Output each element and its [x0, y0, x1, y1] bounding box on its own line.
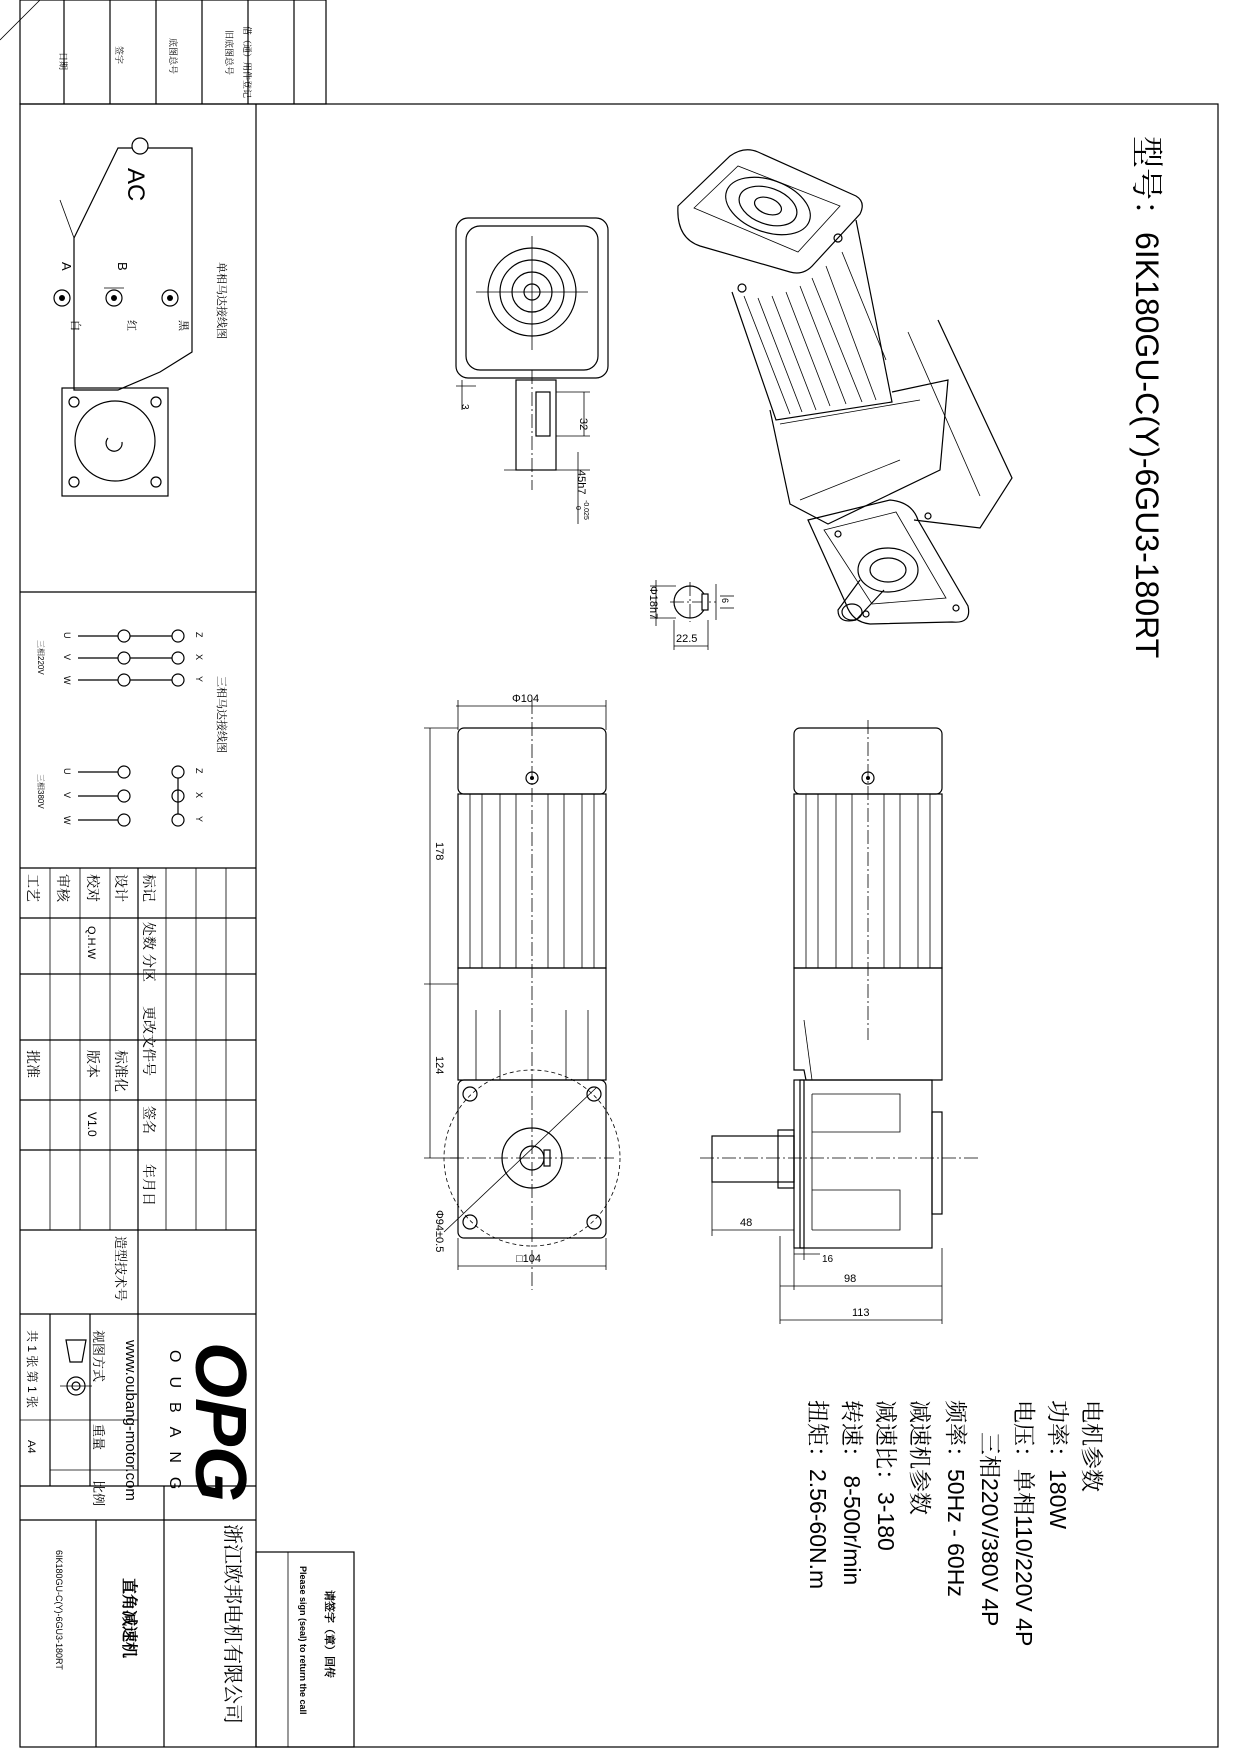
- x2: X: [194, 792, 204, 799]
- dim-113: 113: [852, 1307, 870, 1319]
- model-title: 型号：6IK180GU-C(Y)-6GU3-180RT: [1129, 136, 1165, 659]
- tb-weight: 重量: [91, 1424, 106, 1451]
- z2: Z: [194, 768, 204, 774]
- v2: V: [62, 792, 72, 799]
- z1: Z: [194, 632, 204, 638]
- param-motor-heading: 电机参数: [1079, 1400, 1105, 1492]
- x1: X: [194, 654, 204, 661]
- param-voltage3: 三相220V/380V 4P: [977, 1432, 1003, 1627]
- param-reducer-heading: 减速机参数: [907, 1400, 933, 1515]
- tb-check: 校对: [85, 874, 101, 902]
- tb-review: 审核: [55, 874, 71, 902]
- tb-design: 设计: [113, 874, 129, 902]
- reg-borrow: 借（通）用件登记: [242, 26, 252, 99]
- dim-3: 3: [459, 404, 470, 410]
- stamp-cn: 请签字（章）回传: [323, 1590, 335, 1678]
- tb-mark: 标记: [141, 874, 157, 902]
- opg-logo: OPG: [180, 1342, 260, 1503]
- tb-tech-no: 造型技术号: [113, 1236, 128, 1302]
- tb-count: 处数: [141, 922, 157, 950]
- dim-square104: □104: [516, 1253, 541, 1265]
- reg-base: 底图总号: [168, 38, 178, 75]
- tb-approve: 批准: [25, 1050, 41, 1078]
- tb-sheets: 共 1 张 第 1 张: [25, 1330, 39, 1409]
- reg-sign: 签字: [114, 46, 124, 65]
- dim-45: 45h7: [575, 470, 587, 495]
- u1: U: [62, 632, 72, 639]
- dim-178: 178: [433, 842, 445, 861]
- tb-sign: 签名: [141, 1106, 157, 1134]
- tb-paper: A4: [25, 1440, 37, 1454]
- wire-white: 白: [69, 320, 81, 331]
- company-name-1: 浙江欧邦电机有限公司: [221, 1524, 243, 1724]
- dim-6: 6: [720, 598, 730, 604]
- ac-label: AC: [122, 168, 149, 202]
- dim-16: 16: [822, 1254, 834, 1265]
- tb-scale: 比例: [91, 1480, 106, 1507]
- terminal-a: A: [59, 262, 74, 271]
- w1: W: [62, 676, 72, 685]
- v380-label: 三相380V: [36, 774, 45, 809]
- w2: W: [62, 816, 72, 825]
- wire-red: 红: [125, 320, 137, 331]
- u2: U: [62, 768, 72, 775]
- website: www.oubang-motor.com: [122, 1340, 139, 1501]
- dim-45-tol-bot: -0.025: [582, 500, 589, 520]
- wire-black: 黑: [177, 320, 189, 331]
- v220-label: 三相220V: [36, 640, 45, 675]
- param-frequency: 频率：50Hz - 60Hz: [943, 1400, 969, 1597]
- tb-change: 更改文件号: [141, 1006, 157, 1076]
- reg-date: 日期: [58, 52, 68, 71]
- tb-checker: Q.H.W: [85, 926, 97, 959]
- param-power: 功率：180W: [1045, 1400, 1071, 1530]
- brand-name: OUBANG: [166, 1350, 183, 1504]
- dim-18: Φ18h7: [647, 586, 659, 620]
- tb-version-val: V1.0: [85, 1112, 99, 1137]
- dim-phi104: Φ104: [512, 693, 540, 705]
- tb-version: 版本: [85, 1050, 101, 1078]
- y2: Y: [194, 816, 204, 823]
- three-wiring-title: 三相马达接线图: [215, 676, 227, 753]
- v1: V: [62, 654, 72, 661]
- dim-phi94: Φ94±0.5: [433, 1210, 445, 1253]
- dim-48: 48: [740, 1217, 753, 1229]
- model-small: 6IK180GU-C(Y)-6GU3-180RT: [54, 1550, 64, 1670]
- reg-old: 旧底图总号: [224, 30, 234, 76]
- terminal-b: B: [115, 262, 130, 271]
- dim-98: 98: [844, 1273, 857, 1285]
- single-wiring-title: 单相马达接线图: [215, 262, 227, 339]
- product-name: 直角减速机: [120, 1578, 137, 1659]
- dim-32: 32: [577, 418, 589, 431]
- tb-date: 年月日: [141, 1164, 157, 1206]
- stamp-en: Please sign (seal) to return the call: [298, 1566, 308, 1715]
- dim-22-5: 22.5: [676, 633, 698, 645]
- param-speed: 转速： 8-500r/min: [839, 1400, 865, 1586]
- param-ratio: 减速比：3-180: [873, 1400, 899, 1551]
- tb-zone: 分区: [141, 954, 157, 982]
- tb-process: 工艺: [25, 874, 41, 902]
- dim-124: 124: [433, 1056, 445, 1075]
- dim-45-tol-top: 0: [574, 506, 581, 510]
- tb-standard: 标准化: [113, 1050, 129, 1092]
- param-voltage: 电压：单相110/220V 4P: [1011, 1400, 1037, 1647]
- param-torque: 扭矩：2.56-60N.m: [805, 1400, 831, 1590]
- tb-projection: 视图方式: [91, 1330, 106, 1383]
- y1: Y: [194, 676, 204, 683]
